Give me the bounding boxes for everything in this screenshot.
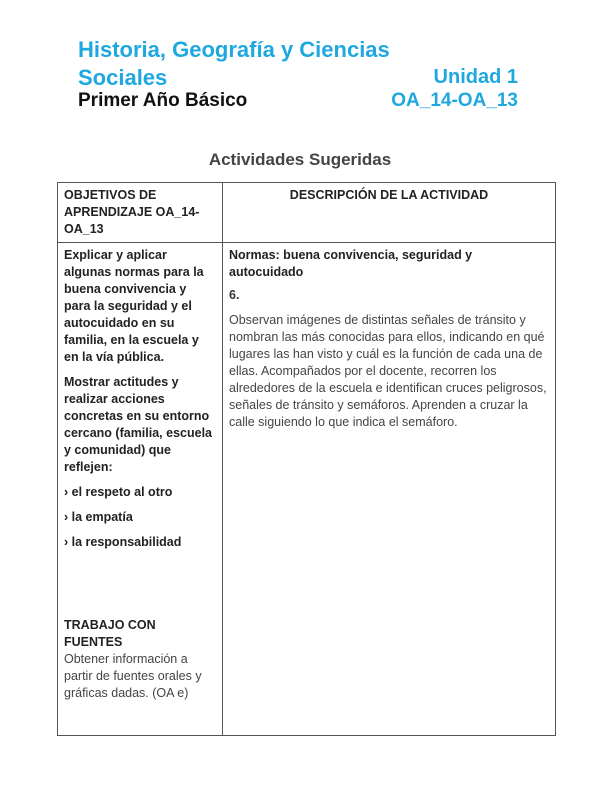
title-line-2: Sociales xyxy=(78,65,168,90)
objective-code: OA_14-OA_13 xyxy=(391,90,518,111)
activity-description: Observan imágenes de distintas señales de tránsito y nombran las más conocidas para ellos, indicando en qué lugares las han visto y cuál es la función de cada una de ellas. Acompañados por el docente, recorren los alrededores de la escuela e identifican cruces peligrosos, señales de tránsito y semáforos. Aprenden a cruzar la calle siguiendo lo que indica el semáforo. xyxy=(229,313,547,429)
activity-number: 6. xyxy=(229,288,240,302)
section-title: Actividades Sugeridas xyxy=(208,150,392,169)
table-header-row xyxy=(58,183,556,243)
grade-label: Primer Año Básico xyxy=(78,90,248,111)
activity-title: Normas: buena convivencia, seguridad y autocuidado xyxy=(229,248,473,279)
objectives-header: OBJETIVOS DE APRENDIZAJE OA_14-OA_13 xyxy=(58,183,223,243)
sources-title: TRABAJO CON FUENTES xyxy=(64,618,156,649)
spacer xyxy=(64,559,216,617)
objective-1: Explicar y aplicar algunas normas para la buena convivencia y para la seguridad y el autocuidado en su familia, en la escuela y en la vía pública. xyxy=(64,248,204,364)
bullet-responsibility: › la responsabilidad xyxy=(64,535,182,549)
description-cell xyxy=(223,243,556,736)
objectives-cell xyxy=(58,243,223,736)
table-row xyxy=(58,243,556,736)
description-header: DESCRIPCIÓN DE LA ACTIVIDAD xyxy=(223,183,556,243)
objective-2: Mostrar actitudes y realizar acciones concretas en su entorno cercano (familia, escuela y comunidad) que reflejen: xyxy=(64,375,212,474)
bullet-respect: › el respeto al otro xyxy=(64,485,173,499)
unit-label: Unidad 1 xyxy=(433,66,518,88)
bullet-empathy: › la empatía xyxy=(64,510,133,524)
document-title xyxy=(78,36,390,92)
title-line-1: Historia, Geografía y Ciencias xyxy=(78,37,390,62)
sources-text: Obtener información a partir de fuentes orales y gráficas dadas. (OA e) xyxy=(64,652,202,700)
activities-table xyxy=(57,182,556,736)
